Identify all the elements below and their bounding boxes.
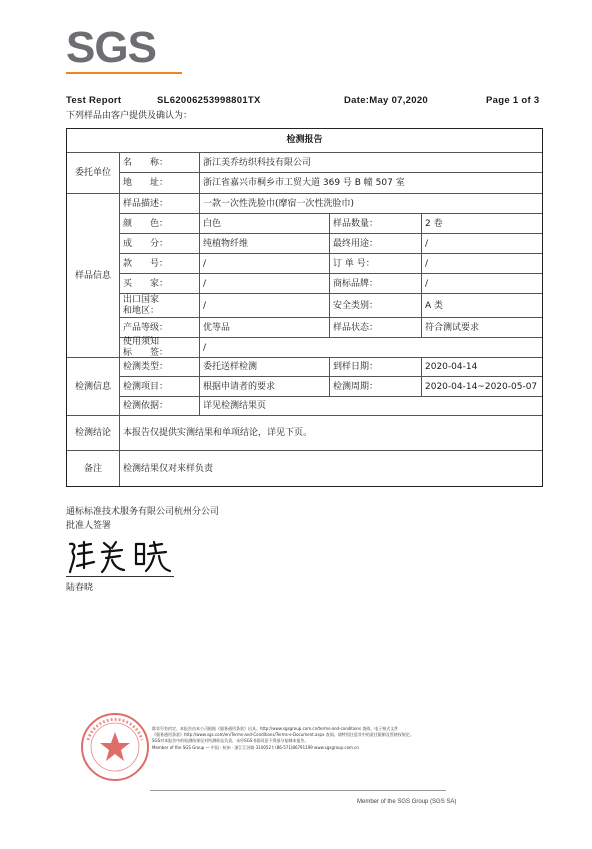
fine-print-line-3: SGS对本报告中的检测结果仅对所测样品负责，未经SGS书面同意不得部分复制本报告。 (152, 738, 309, 744)
sample-order-label: 订 单 号： (333, 258, 375, 269)
client-address-label: 地 址： (123, 178, 169, 188)
sample-use-label: 最终用途： (333, 238, 379, 249)
sample-care-row (119, 337, 542, 358)
divider-mid-test (329, 357, 330, 396)
remark-label: 备注 (83, 463, 102, 474)
report-table (66, 128, 543, 487)
sample-use-value: / (425, 238, 429, 249)
divider-right-sample (421, 213, 422, 337)
sample-order-value: / (425, 258, 429, 269)
sample-care-value: / (203, 342, 207, 353)
remark-value: 检测结果仅对来样负责 (123, 463, 214, 474)
organization-block (66, 505, 219, 533)
member-of-sgs-group: Member of the SGS Group (SGS SA) (357, 799, 457, 805)
divider-left (119, 152, 120, 486)
client-name-row (119, 152, 542, 173)
sample-section-label: 样品信息 (74, 270, 111, 281)
sample-care-label-line1: 使用须知 (123, 337, 160, 347)
sample-export-value: / (203, 300, 207, 311)
logo-orange-rule (66, 72, 182, 74)
fine-print-line-1: 除非另有约定，本报告由本公司根据《服务通用条款》出具。http://www.sgsgroup.com.cn/terms-and-conditions 查阅。电子格式文件 (152, 726, 399, 731)
divider-right-test (421, 357, 422, 396)
sample-export-label-line2: 和地区： (123, 306, 160, 316)
sample-export-label (119, 294, 199, 318)
sample-care-label-line2: 标 签： (123, 348, 169, 358)
signer-name: 陆春晓 (66, 583, 94, 593)
footer-fine-print (152, 726, 442, 751)
sample-export-row (119, 293, 542, 318)
client-section-label: 委托单位 (74, 168, 111, 178)
sample-comp-value: 纯植物纤维 (203, 238, 249, 249)
sample-state-label: 样品状态： (333, 322, 379, 333)
handwritten-signature (66, 538, 176, 576)
sample-safety-value: A 类 (425, 300, 444, 311)
sample-export-label-line1: 出口国家 (123, 295, 160, 305)
client-address-value: 浙江省嘉兴市桐乡市工贸大道 369 号 B 幢 507 室 (203, 178, 405, 188)
sample-desc-value: 一款一次性洗脸巾(摩宿一次性洗脸巾) (203, 198, 355, 209)
test-items-value: 根据申请者的要求 (203, 381, 276, 392)
sample-comp-row (119, 233, 542, 254)
official-seal-stamp (80, 712, 150, 782)
test-type-value: 委托送样检测 (203, 362, 258, 372)
sample-comp-label: 成 分： (123, 238, 169, 249)
sample-grade-row (119, 317, 542, 338)
test-type-label: 检测类型： (123, 362, 169, 372)
sgs-logo (66, 23, 182, 76)
footer-rule (150, 790, 446, 791)
fine-print-line-4: Member of the SGS Group — 中国 · 杭州 · 浙江江苏路 310052 t (86-571)86791199 www.sgsgroup.com.cn (152, 744, 359, 750)
remark-row (67, 450, 542, 487)
test-recv-value: 2020-04-14 (425, 362, 478, 372)
client-name-label: 名 称： (123, 157, 169, 168)
fine-print-line-2: 《服务通用条款》http://www.sgs.com/en/Terms-and-Conditions/Terms-e-Document.aspx 查阅。请特别注意其中的责任限制及管辖权规定。 (152, 732, 414, 738)
test-period-value: 2020-04-14~2020-05-07 (425, 381, 538, 392)
sample-grade-value: 优等品 (203, 322, 231, 333)
sample-buyer-value: / (203, 278, 207, 289)
sample-buyer-label: 买 家： (123, 278, 169, 289)
test-period-label: 检测周期： (333, 381, 379, 392)
conclusion-row (67, 415, 542, 451)
sample-desc-row (119, 193, 542, 214)
sample-safety-label: 安全类别： (333, 300, 379, 311)
test-recv-label: 到样日期： (333, 362, 379, 372)
sample-state-value: 符合测试要求 (425, 322, 480, 333)
sample-color-row (119, 213, 542, 234)
test-section-label: 检测信息 (74, 381, 111, 392)
sample-style-value: / (203, 258, 207, 269)
sample-style-row (119, 253, 542, 274)
sample-color-label: 颜 色： (123, 218, 169, 229)
test-items-row (119, 376, 542, 397)
sample-care-label (119, 338, 199, 358)
approver-caption: 批准人签署 (66, 521, 112, 531)
sample-buyer-row (119, 273, 542, 294)
test-basis-label: 检测依据： (123, 401, 169, 411)
organization-name: 通标标准技术服务有限公司杭州分公司 (66, 507, 220, 517)
report-number: SL62006253998801TX (157, 95, 261, 106)
sgs-logo-text: SGS (66, 23, 156, 72)
sample-color-value: 白色 (203, 218, 222, 229)
test-items-label: 检测项目： (123, 381, 169, 392)
conclusion-label: 检测结论 (74, 428, 111, 438)
sample-desc-label: 样品描述： (123, 198, 169, 209)
client-name-value: 浙江美乔纺织科技有限公司 (203, 157, 312, 168)
test-basis-row (119, 396, 542, 416)
client-address-row (119, 172, 542, 194)
test-basis-value: 详见检测结果页 (203, 401, 267, 411)
sample-brand-value: / (425, 278, 429, 289)
sample-qty-label: 样品数量： (333, 218, 379, 229)
intro-text: 下列样品由客户提供及确认为： (66, 111, 193, 121)
sample-brand-label: 商标品牌： (333, 278, 379, 289)
test-report-label: Test Report (66, 95, 122, 106)
page-indicator: Page 1 of 3 (486, 95, 540, 106)
sample-style-label: 款 号： (123, 258, 169, 269)
conclusion-value: 本报告仅提供实测结果和单项结论，详见下页。 (123, 428, 313, 438)
divider-label (199, 152, 200, 415)
divider-mid-sample (329, 213, 330, 337)
test-type-row (119, 357, 542, 377)
sample-qty-value: 2 卷 (425, 218, 443, 229)
table-title: 检测报告 (286, 135, 323, 145)
sample-grade-label: 产品等级： (123, 322, 169, 333)
signature-line (66, 576, 174, 577)
report-date: Date:May 07,2020 (344, 95, 429, 106)
